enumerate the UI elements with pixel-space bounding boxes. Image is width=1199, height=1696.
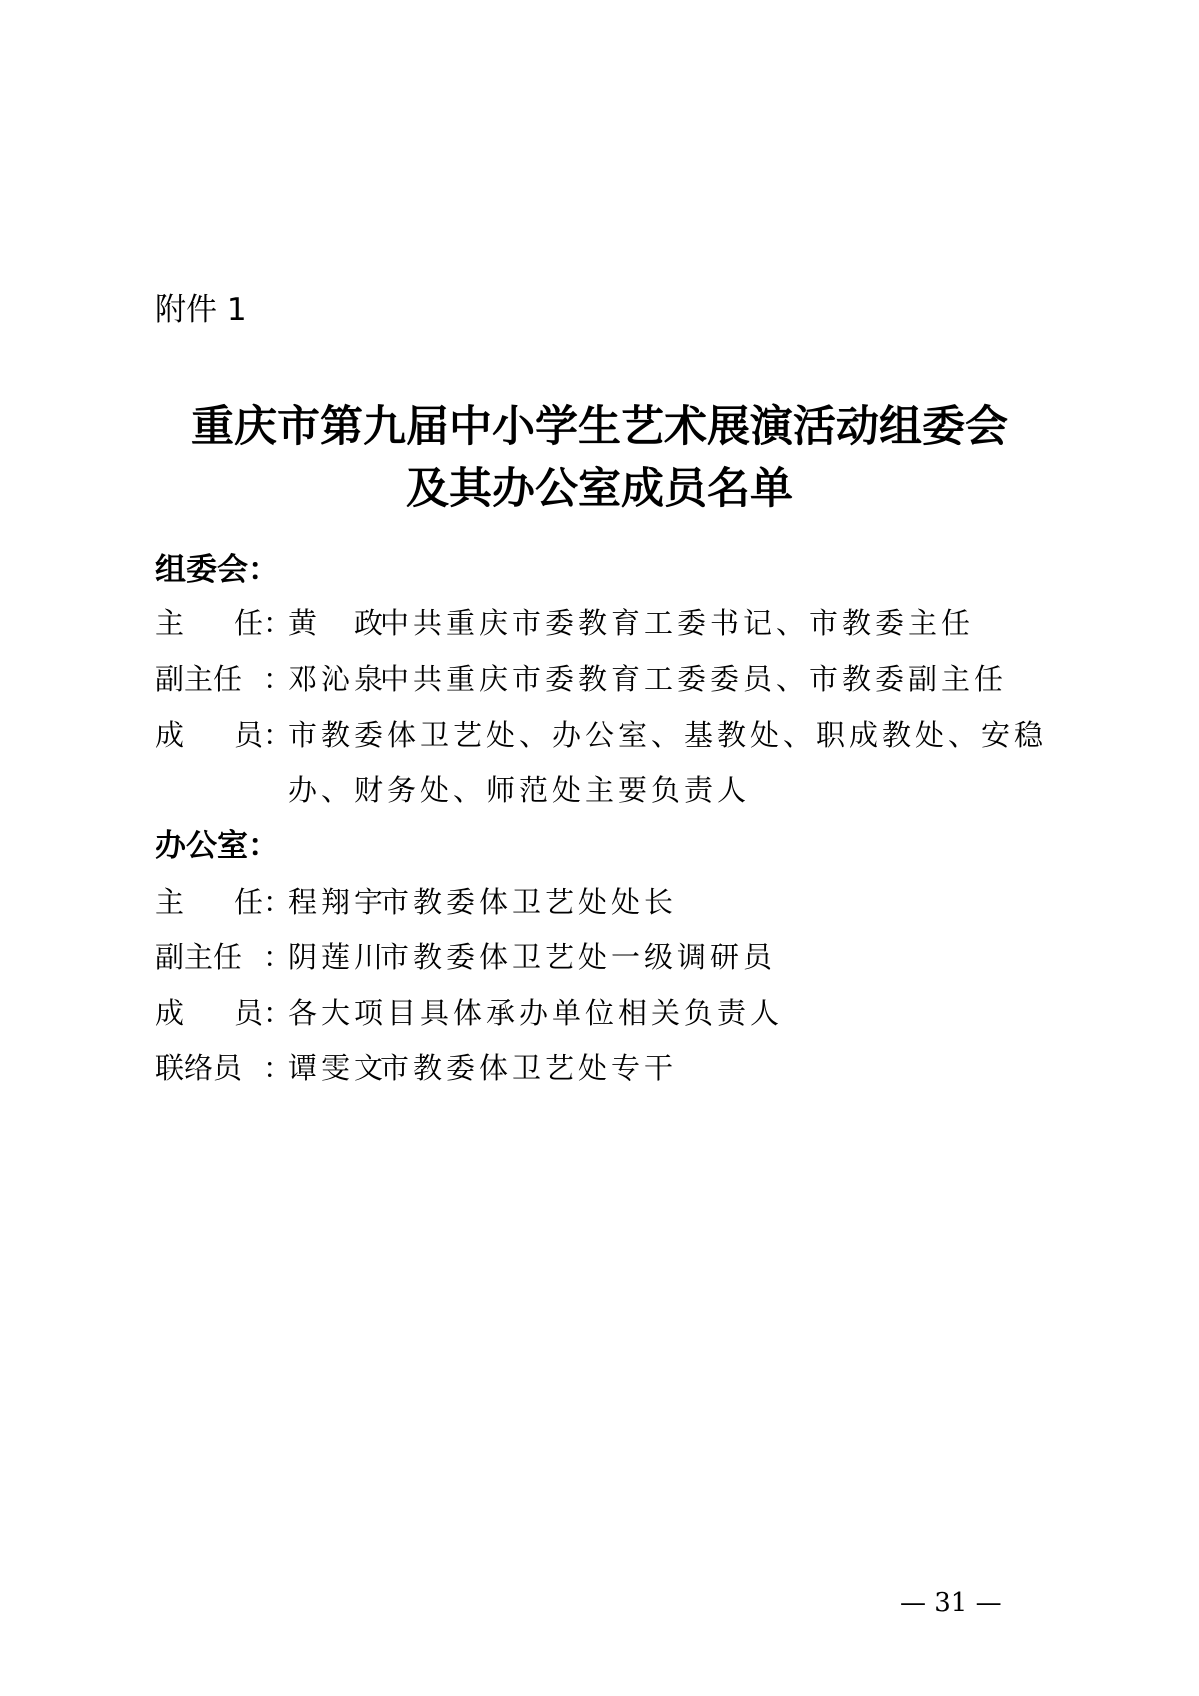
role-colon: ： — [263, 885, 293, 919]
office-heading: 办公室： — [155, 828, 279, 864]
role-label: 联络员 — [155, 1051, 243, 1085]
document-title-line-2: 及其办公室成员名单 — [406, 464, 793, 514]
role-label: 成员 — [155, 996, 263, 1030]
role-colon: ： — [263, 606, 293, 640]
page-number: — 31 — — [900, 1588, 1002, 1618]
role-colon: ： — [263, 662, 293, 696]
member-duty: 中共重庆市委教育工委委员、市教委副主任 — [380, 662, 1008, 696]
role-colon: ： — [263, 718, 293, 752]
role-colon: ： — [263, 940, 293, 974]
role-label: 主任 — [155, 606, 263, 640]
member-name: 阴莲川 — [288, 940, 388, 974]
role-colon: ： — [263, 996, 293, 1030]
member-name: 黄 政 — [288, 606, 388, 640]
role-label: 主任 — [155, 885, 263, 919]
member-duty: 市教委体卫艺处一级调研员 — [380, 940, 777, 974]
document-title-line-1: 重庆市第九届中小学生艺术展演活动组委会 — [191, 402, 1008, 452]
committee-heading: 组委会： — [155, 552, 279, 588]
member-duty: 中共重庆市委教育工委书记、市教委主任 — [380, 606, 975, 640]
member-duty: 市教委体卫艺处专干 — [380, 1051, 678, 1085]
role-label: 副主任 — [155, 940, 243, 974]
member-duty: 市教委体卫艺处、办公室、基教处、职成教处、安稳 — [288, 718, 1048, 752]
role-colon: ： — [263, 1051, 293, 1085]
role-label: 副主任 — [155, 662, 243, 696]
attachment-label: 附件 1 — [155, 292, 247, 328]
member-name: 谭雯文 — [288, 1051, 388, 1085]
member-name: 邓沁泉 — [288, 662, 388, 696]
member-name: 程翔宇 — [288, 885, 388, 919]
member-duty: 市教委体卫艺处处长 — [380, 885, 678, 919]
role-label: 成员 — [155, 718, 263, 752]
member-duty: 各大项目具体承办单位相关负责人 — [288, 996, 784, 1030]
member-duty-continuation: 办、财务处、师范处主要负责人 — [288, 773, 751, 807]
